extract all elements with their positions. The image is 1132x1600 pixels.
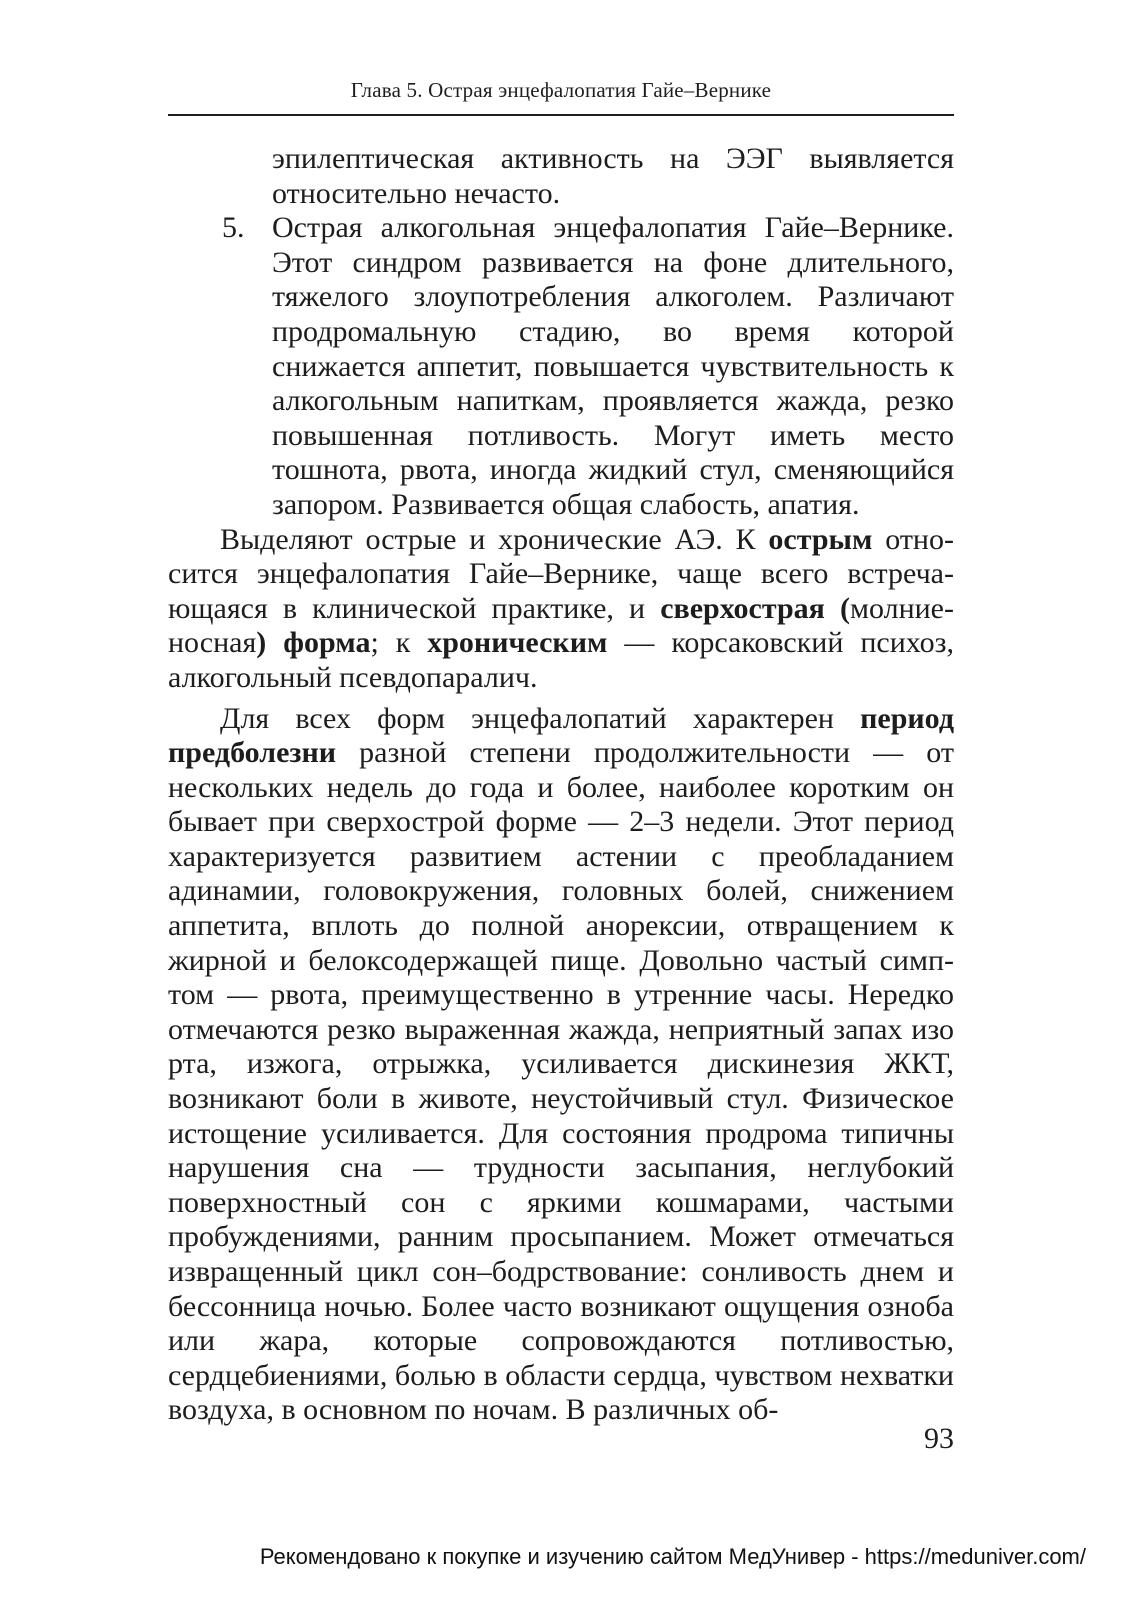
- term-hyperacute: сверхострая (: [660, 591, 851, 625]
- list-item-continuation: эпилептическая активность на ЭЭГ выявляется относительно нечасто.: [272, 142, 954, 210]
- text-run: ; к: [370, 626, 428, 660]
- term-form: ) форма: [256, 626, 371, 660]
- term-acute: острым: [768, 522, 873, 556]
- text-run: — корсаковский психоз, алкогольный псевдопаралич.: [168, 626, 954, 694]
- watermark-text: Рекомендовано к покупке и изучению сайтом МедУнивер - https://meduniver.com/: [259, 1544, 1086, 1569]
- text-run: Для всех форм энцефалопатий характерен: [220, 701, 861, 735]
- text-run: относится энцефалопатия Гайе–Вернике, чаще всего встречающаяся в клинической практике, и: [168, 522, 954, 625]
- text-run: Выделяют острые и хронические АЭ. К: [220, 522, 769, 556]
- body-text: [168, 142, 954, 1428]
- list-item-number: 5.: [222, 211, 245, 245]
- text-run: разной степени продолжительности — от нескольких недель до года и более, наиболее коротким он бывает при сверхострой форме — 2–3 недели. Этот период характеризуется развитием астении с преобладанием адинамии, головокружения, головных болей, снижением аппетита, вплоть до полной анорексии, отвращением к жирной и белоксодержащей пище. Довольно частый симптом — рвота, преимущественно в утренние часы. Нередко отмечаются резко выраженная жажда, неприятный запах изо рта, изжога, отрыжка, усиливается дискинезия ЖКТ, возникают боли в животе, неустойчивый стул. Физическое истощение усиливается. Для состояния продрома типичны нарушения сна — трудности засыпания, неглубокий поверхностный сон с яркими кошмарами, частыми пробуждениями, ранним просыпанием. Может отмечаться извращенный цикл сон–бодрствование: сонливость днем и бессонница ночью. Более часто возникают ощущения озноба или жара, которые сопровождаются потливостью, сердцебиениями, болью в области сердца, чувством нехватки воздуха, в основном по ночам. В различных об-: [168, 736, 954, 1427]
- term-pre-illness-period: период предболезни: [168, 701, 954, 770]
- running-head: Глава 5. Острая энцефалопатия Гайе–Вернике: [350, 78, 772, 102]
- list-item-5: [168, 211, 954, 522]
- paragraph-prodrome: [168, 702, 954, 1428]
- list-item-text: Острая алкогольная энцефалопатия Гайе–Вернике. Этот синдром развивается на фоне длительного, тяжелого злоупотребления алкоголем. Различают продромальную стадию, во время которой снижается аппетит, повышается чувствительность к алкогольным напиткам, проявляется жажда, резко повышенная потливость. Могут иметь место тошнота, рвота, иногда жидкий стул, сменяющийся запором. Развивается общая слабость, апатия.: [272, 211, 954, 521]
- text-run: молниеносная: [168, 591, 954, 660]
- header-rule: [168, 114, 954, 116]
- page-number: 93: [924, 1422, 954, 1455]
- term-chronic: хроническим: [427, 626, 608, 660]
- paragraph-ae-classification: [168, 523, 954, 696]
